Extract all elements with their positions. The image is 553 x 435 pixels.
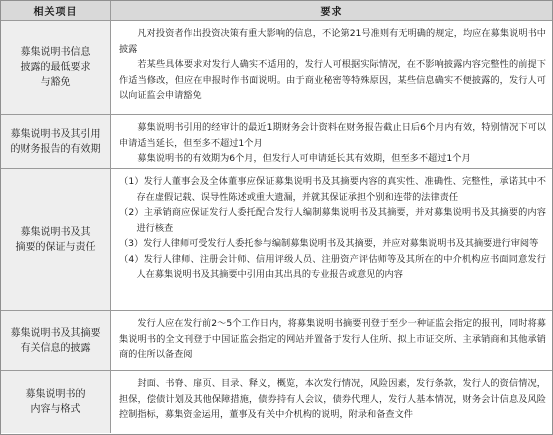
row-label-line: 募集说明书及其摘要 bbox=[10, 327, 101, 339]
row-label-guarantee-responsibility bbox=[1, 169, 111, 311]
row-content-content-format bbox=[111, 371, 552, 433]
row-label-line: 募集说明书的 bbox=[25, 389, 86, 400]
row-label-line: 摘要的保证与责任 bbox=[15, 241, 96, 253]
row-label-line: 募集说明书及其 bbox=[20, 226, 91, 238]
row-label-content-format bbox=[1, 371, 111, 433]
row-content-information-disclosure bbox=[111, 311, 552, 371]
row-label-line: 与豁免 bbox=[40, 77, 71, 88]
row-label-line: 内容与格式 bbox=[30, 404, 81, 415]
content-paragraph: 若某些具体要求对发行人确实不适用的，发行人可根据实际情况，在不影响披露内容完整性的前提下作适当修改，但应在申报时作书面说明。由于商业秘密等特殊原因，某些信息确实不便披露的，发行人可以向证监会申请豁免 bbox=[119, 59, 546, 101]
row-label-line: 的财务报告的有效期 bbox=[10, 143, 101, 155]
content-paragraph: 募集说明书的有效期为6个月，但发行人可申请延长其有效期，但至多不超过1个月 bbox=[137, 153, 471, 164]
content-paragraph: 封面、书脊、扉页、目录、释义，概览，本次发行情况，风险因素，发行条款，发行人的资信情况，担保，偿债计划及其他保障措施，债券持有人会议，债券代理人，发行人基本情况，财务会计信息及风险控制指标，募集资金运用，董事及有关中介机构的说明，附录和备查文件 bbox=[119, 378, 546, 420]
row-label-line: 有关信息的披露 bbox=[20, 342, 91, 354]
row-label-validity-period bbox=[1, 115, 111, 169]
content-paragraph: 凡对投资者作出投资决策有重大影响的信息，不论第21号准则有无明确的规定，均应在募集说明书中披露 bbox=[119, 28, 546, 55]
row-label-information-disclosure bbox=[1, 311, 111, 371]
content-list-item: （4）发行人律师、注册会计师、信用评级人员、注册资产评估师等及其所在的中介机构应书面同意发行人在募集说明书及其摘要中引用由其出具的专业报告或意见的内容 bbox=[119, 253, 546, 280]
content-list-item: （2）主承销商应保证发行人委托配合发行人编制募集说明书及其摘要，并对募集说明书及其摘要的内容进行核查 bbox=[119, 207, 546, 234]
row-label-line: 募集说明书及其引用 bbox=[10, 128, 101, 140]
row-label-line: 披露的最低要求 bbox=[20, 62, 91, 73]
row-label-disclosure-minimum bbox=[1, 21, 111, 115]
row-content-validity-period bbox=[111, 115, 552, 169]
content-paragraph: 发行人应在发行前2～5个工作日内，将募集说明书摘要刊登于至少一种证监会指定的报刊，同时将募集说明书的全文刊登于中国证监会指定的网站并置备于发行人住所、拟上市证交所、主承销商和其他承销商的住所以备查阅 bbox=[119, 318, 546, 360]
content-list-item: （1）发行人董事会及全体董事应保证募集说明书及其摘要内容的真实性、准确性、完整性，承诺其中不存在虚假记载、误导性陈述或重大遗漏，并就其保证承担个别和连带的法律责任 bbox=[119, 176, 546, 203]
content-paragraph: 募集说明书引用的经审计的最近1期财务会计资料在财务报告截止日后6个月内有效，特别情况下可以申请适当延长，但至多不超过1个月 bbox=[119, 122, 546, 149]
row-label-line: 募集说明书信息 bbox=[20, 47, 91, 58]
row-content-disclosure-minimum bbox=[111, 21, 552, 115]
row-content-guarantee-responsibility bbox=[111, 169, 552, 311]
header-requirement: 要求 bbox=[111, 1, 552, 21]
content-list-item: （3）发行人律师可受发行人委托参与编制募集说明书及其摘要，并应对募集说明书及其摘要进行审阅等 bbox=[119, 238, 539, 249]
header-related-item: 相关项目 bbox=[1, 1, 111, 21]
